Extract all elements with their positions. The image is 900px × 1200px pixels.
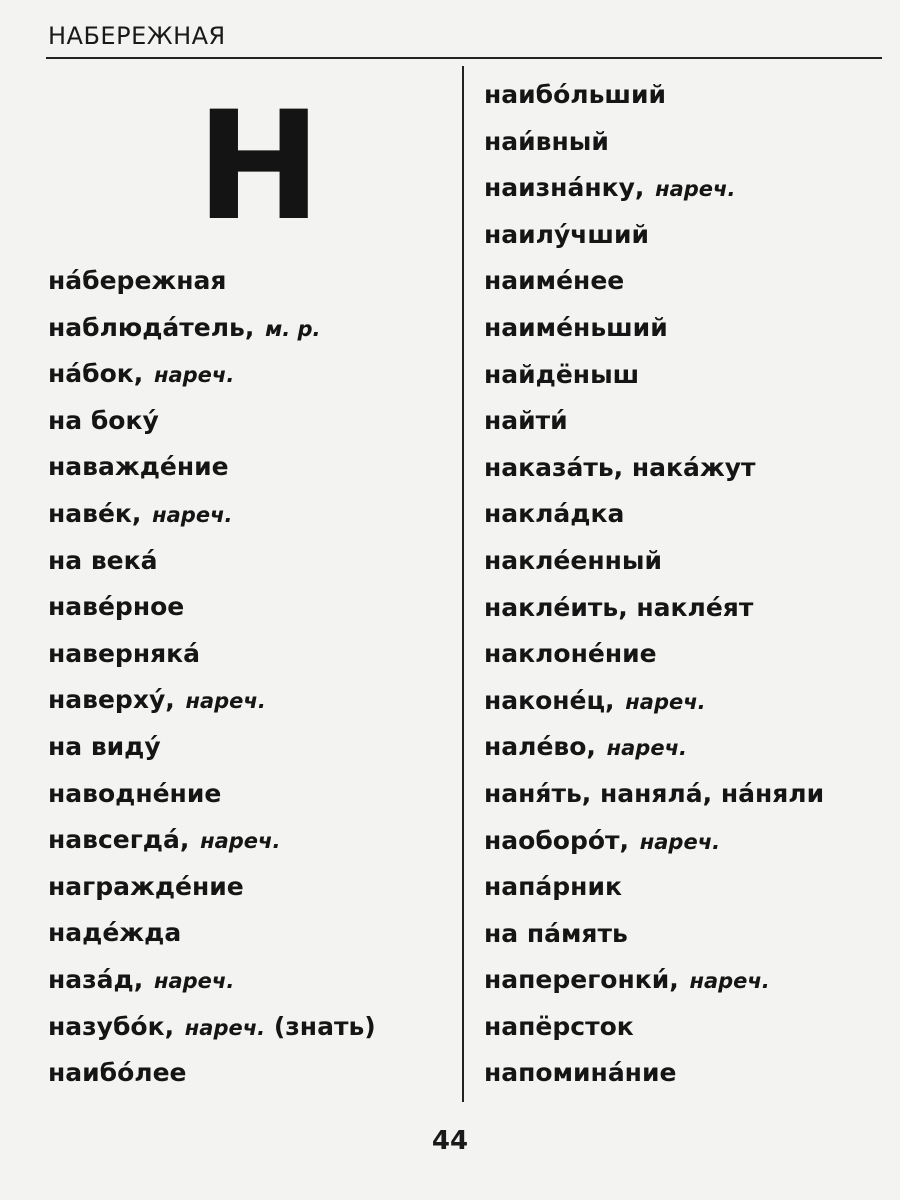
dictionary-entry	[484, 678, 824, 725]
entry-word: наоборо́т,	[484, 825, 630, 855]
entry-word: наза́д,	[48, 964, 144, 994]
dictionary-entry	[484, 771, 824, 818]
dictionary-entry	[484, 911, 824, 958]
dictionary-entry	[484, 1004, 824, 1051]
entry-word: на виду́	[48, 731, 161, 761]
dictionary-entry	[48, 817, 376, 864]
entry-grammar-note: нареч.	[184, 1015, 266, 1040]
entry-word: наве́рное	[48, 592, 185, 622]
dictionary-entry	[484, 957, 824, 1004]
dictionary-entry	[48, 258, 376, 305]
entry-grammar-note: нареч.	[153, 363, 235, 388]
entry-word: наиме́ньший	[484, 312, 668, 342]
entry-grammar-note: нареч.	[639, 829, 721, 854]
dictionary-entry	[484, 724, 824, 771]
dictionary-entry	[484, 165, 824, 212]
dictionary-entry	[48, 910, 376, 957]
dictionary-entry	[48, 1004, 376, 1051]
entry-usage-note: (знать)	[273, 1011, 376, 1041]
dictionary-entry	[484, 212, 824, 259]
dictionary-entry	[48, 584, 376, 631]
entry-word: наня́ть, наняла́, на́няли	[484, 778, 825, 808]
entry-grammar-note: нареч.	[152, 502, 233, 527]
column-divider	[462, 66, 464, 1102]
entry-word: наилу́чший	[484, 219, 650, 249]
entry-word: накле́ить, накле́ят	[484, 592, 754, 622]
entry-word: на́бок,	[48, 359, 144, 389]
entry-grammar-note: нареч.	[185, 689, 266, 714]
dictionary-entry	[484, 72, 824, 119]
dictionary-entry	[48, 351, 376, 398]
dictionary-entry	[48, 771, 376, 818]
dictionary-entry	[484, 305, 824, 352]
entry-word: наважде́ние	[48, 452, 229, 482]
entry-word: назубо́к,	[48, 1011, 175, 1041]
entry-word: накла́дка	[484, 499, 625, 529]
entry-grammar-note: м. р.	[265, 316, 321, 341]
entry-word: наводне́ние	[48, 778, 222, 808]
entry-word: на века́	[48, 545, 158, 575]
header-rule	[46, 57, 882, 59]
dictionary-entry	[48, 864, 376, 911]
entry-grammar-note: нареч.	[153, 968, 235, 993]
entry-word: наверху́,	[48, 685, 175, 715]
entry-word: на па́мять	[484, 918, 628, 948]
dictionary-entry	[484, 119, 824, 166]
entry-word: напомина́ние	[484, 1058, 677, 1088]
entry-grammar-note: нареч.	[625, 689, 706, 714]
entry-word: наи́вный	[484, 126, 609, 156]
entry-word: накле́енный	[484, 545, 663, 575]
running-head: НАБЕРЕЖНАЯ	[48, 22, 226, 50]
section-letter: Н	[196, 80, 322, 254]
page-number: 44	[431, 1126, 469, 1156]
entry-word: на́бережная	[48, 266, 227, 295]
dictionary-entry	[484, 1050, 824, 1097]
dictionary-entry	[48, 724, 376, 771]
entry-word: наибо́лее	[48, 1058, 187, 1088]
dictionary-entry	[484, 631, 824, 678]
dictionary-entry	[48, 677, 376, 724]
entry-word: наве́к,	[48, 498, 142, 528]
dictionary-entry	[48, 957, 376, 1004]
dictionary-entry	[48, 444, 376, 491]
dictionary-entry	[484, 864, 824, 911]
dictionary-entry	[48, 1050, 376, 1097]
entry-word: наказа́ть, нака́жут	[484, 452, 756, 482]
entry-word: наде́жда	[48, 918, 182, 948]
dictionary-entry	[484, 491, 824, 538]
entry-word: напёрсток	[484, 1011, 634, 1041]
entry-word: напа́рник	[484, 872, 622, 902]
entry-word: навсегда́,	[48, 825, 190, 855]
entry-word: наперегонки́,	[484, 965, 679, 995]
entry-word: найти́	[484, 406, 568, 436]
entry-grammar-note: нареч.	[689, 969, 770, 994]
dictionary-entry	[484, 258, 824, 305]
dictionary-entry	[484, 352, 824, 399]
dictionary-entry	[48, 631, 376, 678]
entry-grammar-note: нареч.	[606, 736, 687, 761]
dictionary-entry	[48, 398, 376, 445]
dictionary-entry	[48, 491, 376, 538]
dictionary-entry	[484, 818, 824, 865]
entry-grammar-note: нареч.	[655, 177, 736, 202]
entry-grammar-note: нареч.	[200, 829, 281, 854]
entry-word: наиме́нее	[484, 266, 625, 296]
entry-word: найдёныш	[484, 359, 640, 389]
entry-word: на боку́	[48, 405, 159, 435]
entry-word: наклоне́ние	[484, 639, 657, 669]
dictionary-entry	[48, 538, 376, 585]
entry-word: наблюда́тель,	[48, 312, 255, 342]
dictionary-entry	[484, 585, 824, 632]
dictionary-entry	[48, 305, 376, 352]
entry-word: наибо́льший	[484, 80, 666, 109]
entry-word: наизна́нку,	[484, 173, 645, 203]
entry-word: награжде́ние	[48, 871, 244, 901]
entry-word: наверняка́	[48, 638, 200, 668]
entry-word: наконе́ц,	[484, 685, 615, 715]
dictionary-entry	[484, 445, 824, 492]
dictionary-entry	[484, 538, 824, 585]
right-column	[484, 72, 824, 1097]
left-column	[48, 258, 376, 1097]
dictionary-entry	[484, 398, 824, 445]
entry-word: нале́во,	[484, 732, 596, 762]
